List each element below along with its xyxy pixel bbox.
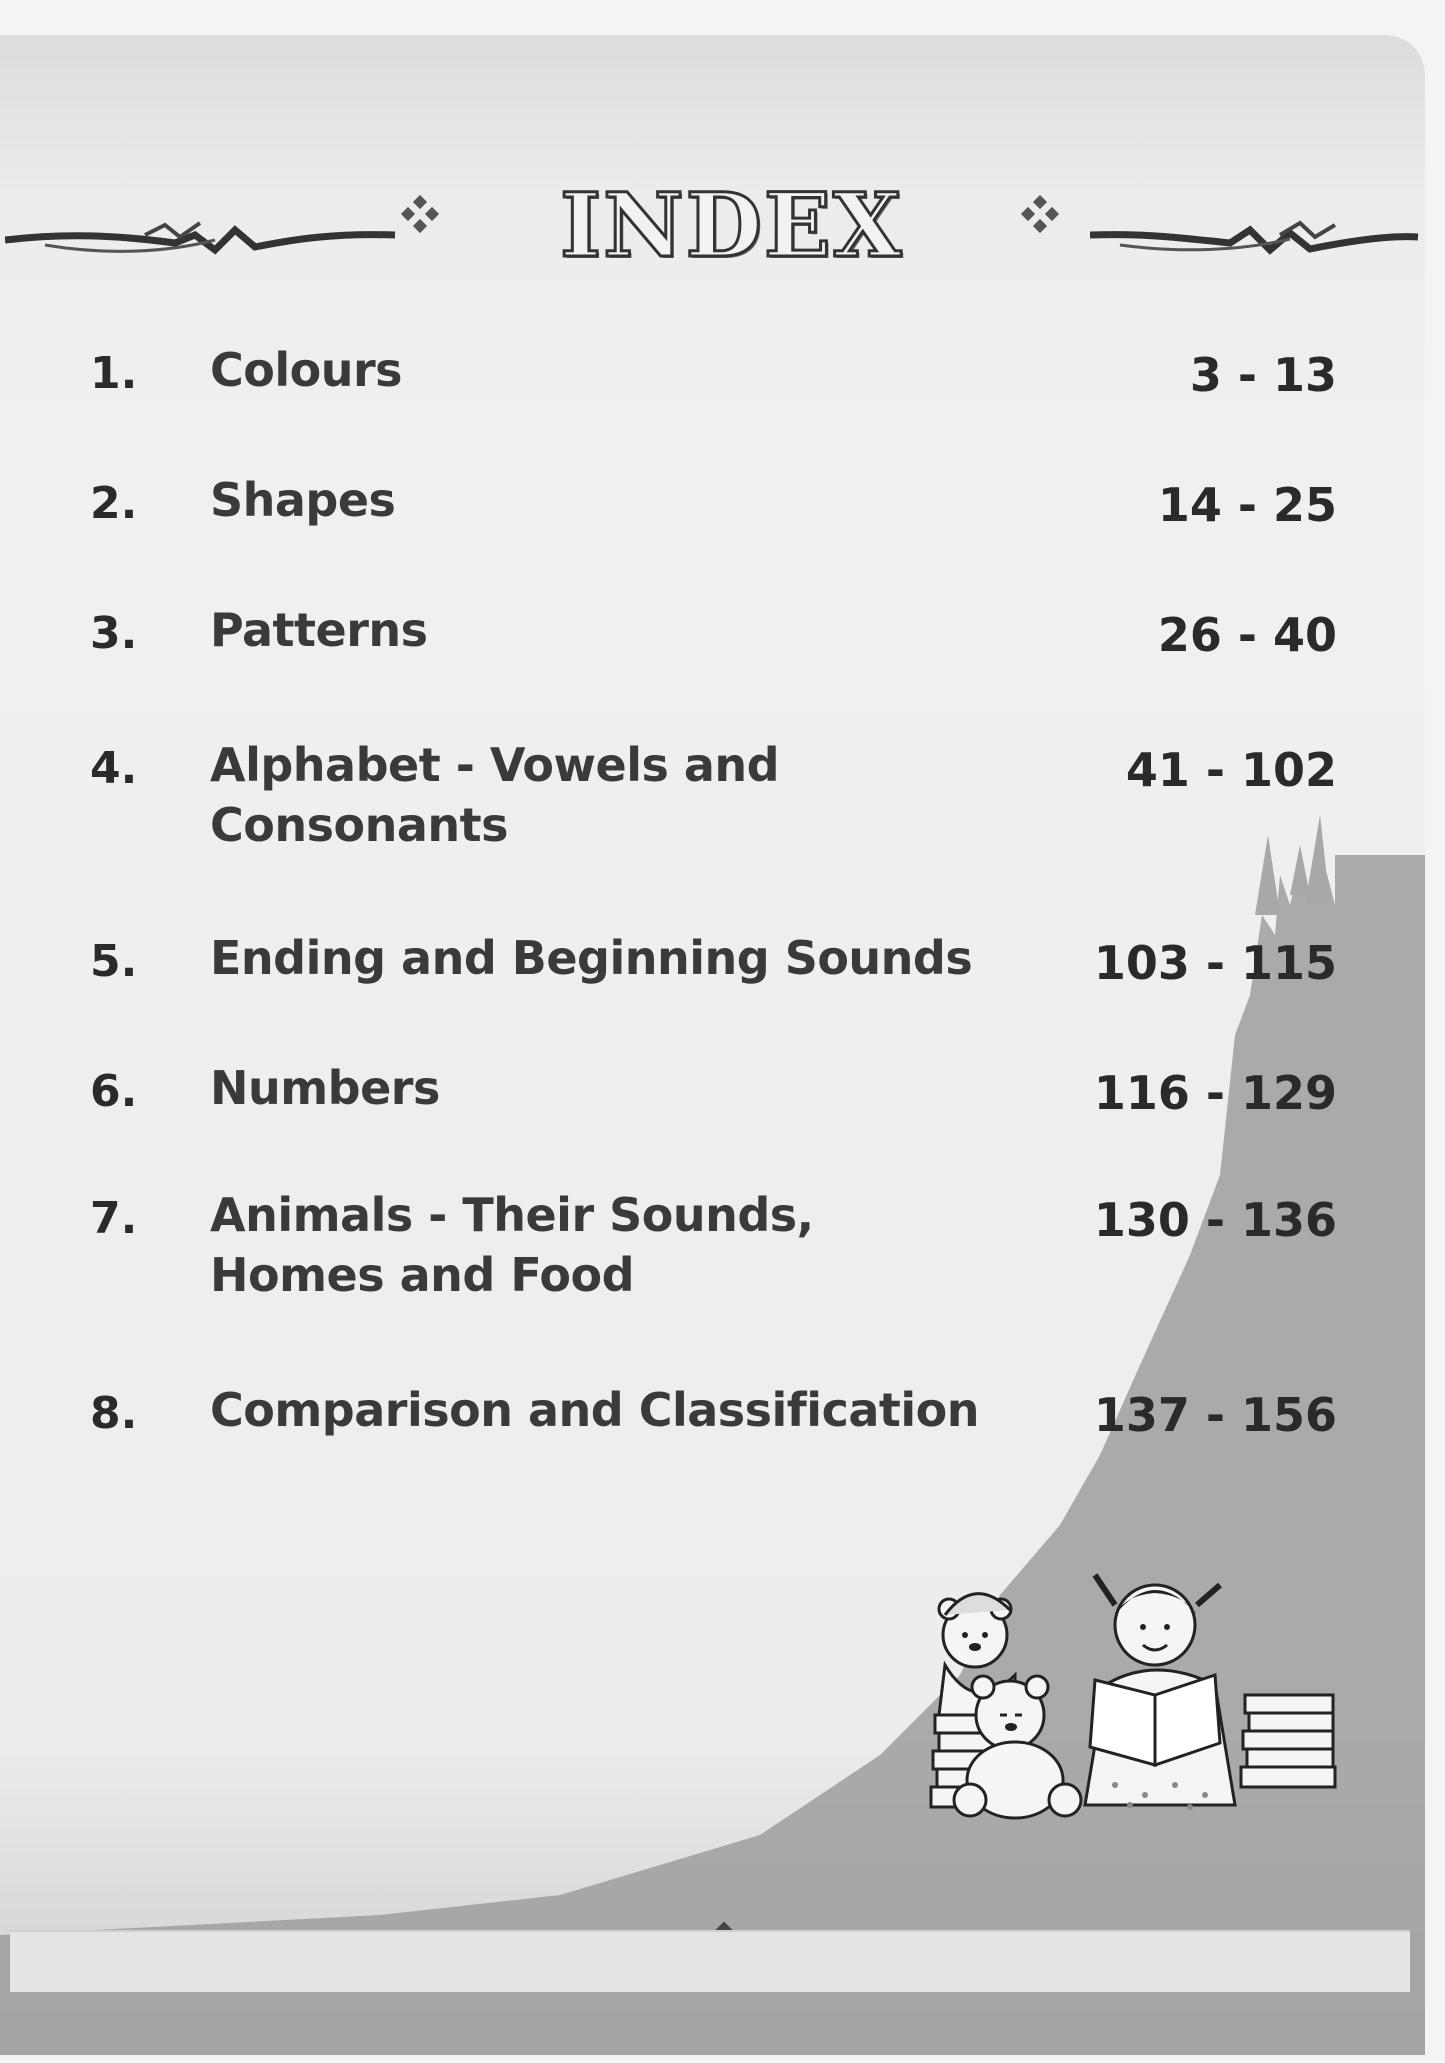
entry-number: 7. — [90, 1193, 138, 1244]
children-reading-illustration — [915, 1515, 1345, 1825]
entry-title: Shapes — [210, 473, 396, 527]
entry-number: 2. — [90, 478, 138, 529]
entry-title: Ending and Beginning Sounds — [210, 931, 973, 985]
entry-pages: 116 - 129 — [1093, 1066, 1337, 1120]
entry-title: Animals - Their Sounds, Homes and Food — [210, 1188, 814, 1302]
entry-pages: 26 - 40 — [1157, 608, 1337, 662]
entry-number: 4. — [90, 743, 138, 794]
entry-title: Comparison and Classification — [210, 1383, 979, 1437]
index-title: INDEX — [560, 173, 904, 277]
entry-pages: 41 - 102 — [1125, 743, 1337, 797]
entry-title: Alphabet - Vowels and Consonants — [210, 738, 780, 852]
entry-title: Numbers — [210, 1061, 440, 1115]
entry-number: 1. — [90, 348, 138, 399]
entry-number: 6. — [90, 1066, 138, 1117]
entry-pages: 103 - 115 — [1093, 936, 1337, 990]
entry-pages: 130 - 136 — [1093, 1193, 1337, 1247]
entry-pages: 137 - 156 — [1093, 1388, 1337, 1442]
footer-strip — [10, 1930, 1410, 1992]
entry-pages: 3 - 13 — [1189, 348, 1337, 402]
entry-title: Colours — [210, 343, 403, 397]
entry-pages: 14 - 25 — [1157, 478, 1337, 532]
entry-number: 5. — [90, 936, 138, 987]
entry-number: 8. — [90, 1388, 138, 1439]
entry-title: Patterns — [210, 603, 428, 657]
index-page — [0, 35, 1425, 2055]
entry-number: 3. — [90, 608, 138, 659]
